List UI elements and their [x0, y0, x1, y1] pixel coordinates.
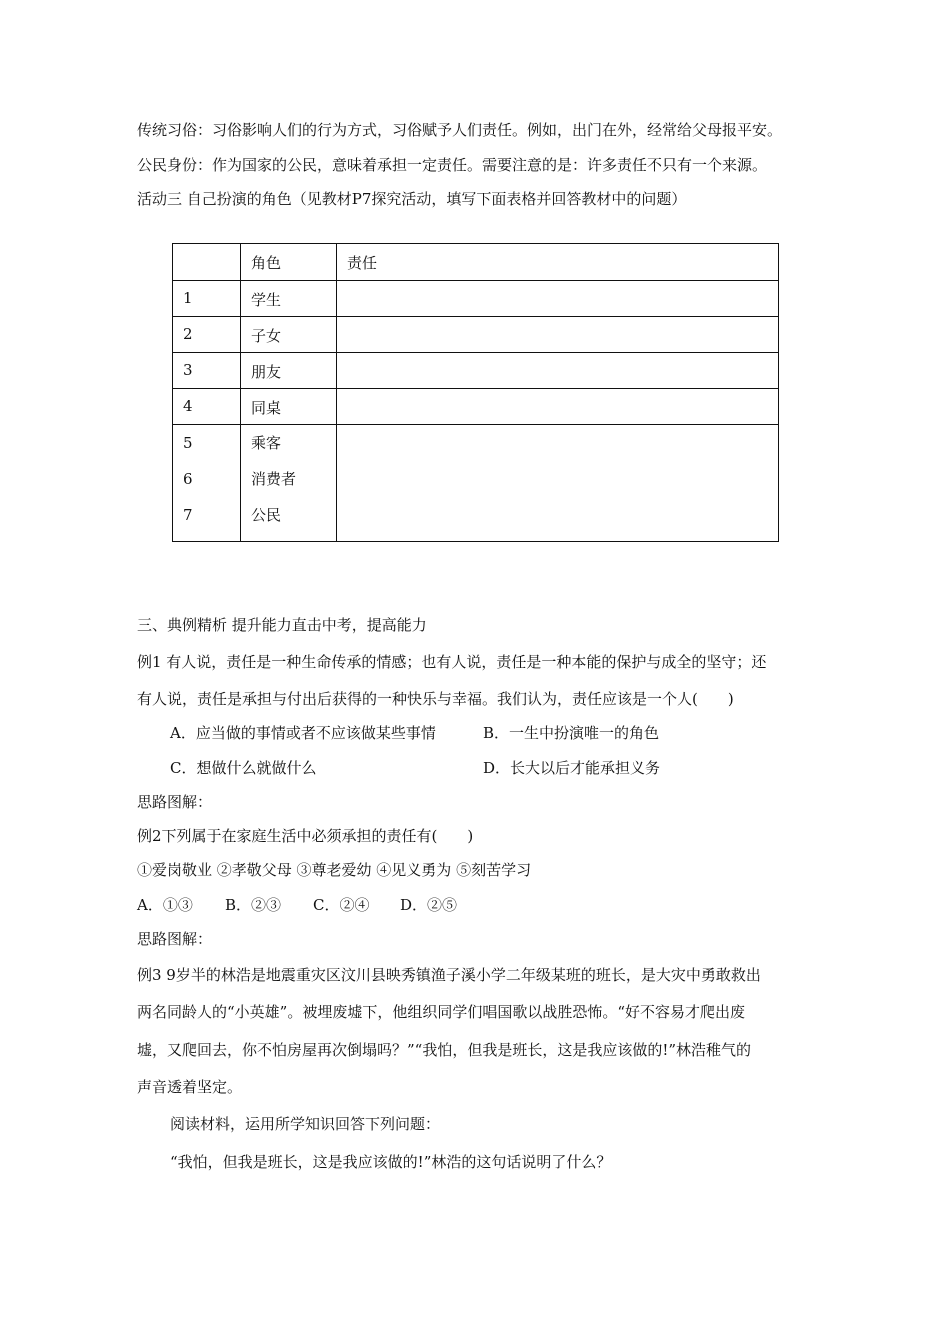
- row-numbers: [173, 425, 241, 542]
- section-three-title: 三、典例精析 提升能力直击中考，提高能力: [137, 616, 427, 634]
- example3-line2: 两名同龄人的“小英雄”。被埋废墟下，他组织同学们唱国歌以战胜恐怖。“好不容易才爬出废: [137, 1003, 746, 1021]
- row-number: 6: [183, 470, 193, 488]
- example1-option-a: A．应当做的事情或者不应该做某些事情: [170, 724, 436, 742]
- header-responsibility: 责任: [337, 244, 779, 281]
- row-number: 7: [183, 506, 193, 524]
- table-row-merged: [173, 425, 779, 542]
- table-row: [173, 389, 779, 425]
- row-responsibility-blank[interactable]: [337, 425, 779, 542]
- table-row: [173, 353, 779, 389]
- table-row: [173, 317, 779, 353]
- row-role: 朋友: [241, 353, 337, 389]
- row-number: 3: [173, 353, 241, 389]
- row-responsibility-blank[interactable]: [337, 281, 779, 317]
- row-roles: [241, 425, 337, 542]
- row-responsibility-blank[interactable]: [337, 317, 779, 353]
- row-number: 5: [183, 434, 193, 452]
- example2-option-c: C．②④: [313, 896, 370, 914]
- row-role: 学生: [241, 281, 337, 317]
- example3-line3: 墟，又爬回去，你不怕房屋再次倒塌吗？”“我怕，但我是班长，这是我应该做的!”林浩稚气的: [137, 1041, 752, 1059]
- row-responsibility-blank[interactable]: [337, 353, 779, 389]
- example2-option-a: A．①③: [137, 896, 193, 914]
- row-role: 同桌: [241, 389, 337, 425]
- example2-option-b: B．②③: [225, 896, 282, 914]
- row-role: 消费者: [251, 470, 297, 488]
- example2-option-d: D．②⑤: [400, 896, 458, 914]
- table-row: [173, 281, 779, 317]
- table-header-row: [173, 244, 779, 281]
- example1-option-b: B．一生中扮演唯一的角色: [483, 724, 660, 742]
- example1-option-d: D．长大以后才能承担义务: [483, 759, 661, 777]
- example1-line2: 有人说，责任是承担与付出后获得的一种快乐与幸福。我们认为，责任应该是一个人( ): [137, 690, 734, 708]
- activity-three-heading: 活动三 自己扮演的角色（见教材P7探究活动，填写下面表格并回答教材中的问题）: [137, 190, 687, 208]
- roles-table: [172, 243, 779, 542]
- row-number: 4: [173, 389, 241, 425]
- row-role: 子女: [241, 317, 337, 353]
- thinking-diagram-label: 思路图解：: [137, 793, 213, 811]
- example2-items: ①爱岗敬业 ②孝敬父母 ③尊老爱幼 ④见义勇为 ⑤刻苦学习: [137, 861, 532, 879]
- reading-instruction: 阅读材料，运用所学知识回答下列问题：: [170, 1115, 441, 1133]
- example1-line1: 例1 有人说，责任是一种生命传承的情感；也有人说，责任是一种本能的保护与成全的坚守；还: [137, 653, 767, 671]
- row-role: 乘客: [251, 434, 282, 452]
- example3-line4: 声音透着坚定。: [137, 1078, 243, 1096]
- header-role: 角色: [241, 244, 337, 281]
- header-number: [173, 244, 241, 281]
- example1-option-c: C．想做什么就做什么: [170, 759, 317, 777]
- row-responsibility-blank[interactable]: [337, 389, 779, 425]
- example3-question: “我怕，但我是班长，这是我应该做的!”林浩的这句话说明了什么？: [170, 1153, 612, 1171]
- row-role: 公民: [251, 506, 282, 524]
- text-line-customs: 传统习俗：习俗影响人们的行为方式，习俗赋予人们责任。例如，出门在外，经常给父母报平安。: [137, 121, 783, 139]
- row-number: 1: [173, 281, 241, 317]
- example2-question: 例2下列属于在家庭生活中必须承担的责任有( ): [137, 827, 474, 845]
- thinking-diagram-label: 思路图解：: [137, 930, 213, 948]
- text-line-citizen: 公民身份：作为国家的公民，意味着承担一定责任。需要注意的是：许多责任不只有一个来源。: [137, 156, 768, 174]
- example3-line1: 例3 9岁半的林浩是地震重灾区汶川县映秀镇渔子溪小学二年级某班的班长，是大灾中勇敢救出: [137, 966, 761, 984]
- row-number: 2: [173, 317, 241, 353]
